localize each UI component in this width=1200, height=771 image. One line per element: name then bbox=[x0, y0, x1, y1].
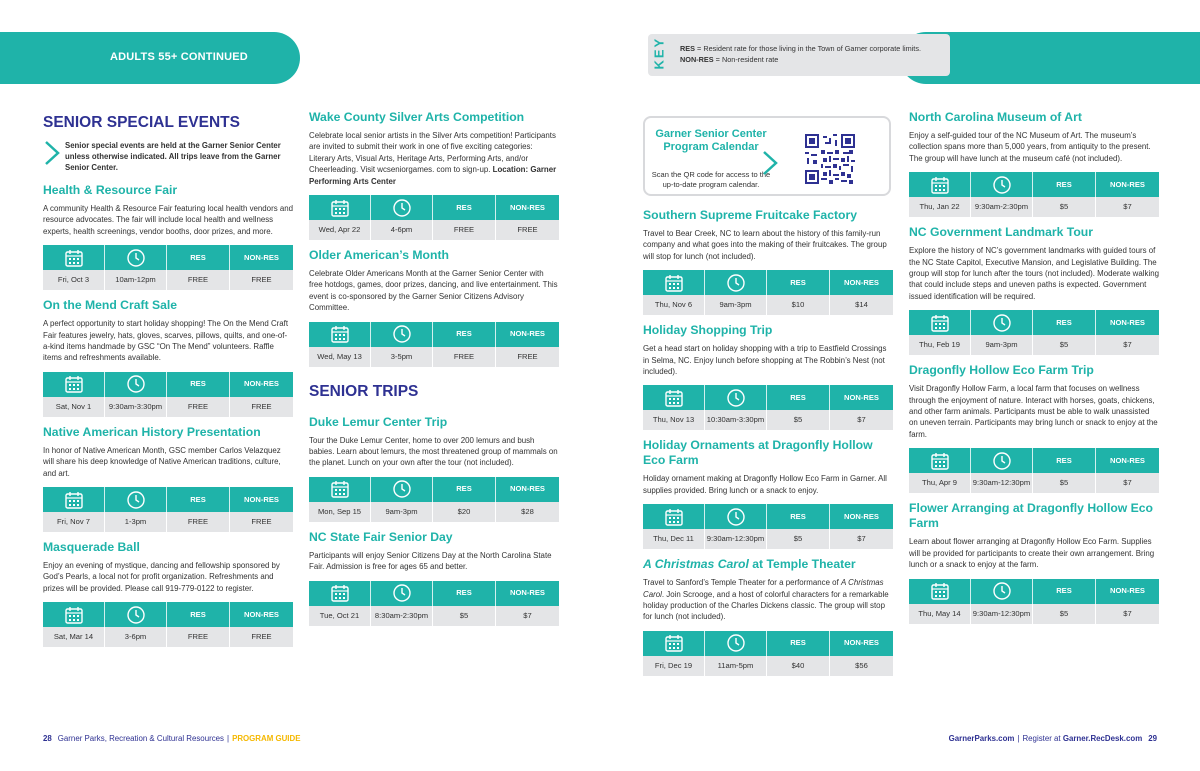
clock-icon bbox=[392, 583, 412, 603]
event-fruitcake-factory bbox=[643, 208, 893, 315]
event-schedule-table bbox=[43, 245, 293, 290]
clock-icon bbox=[992, 313, 1012, 333]
event-schedule-table bbox=[909, 310, 1159, 355]
clock-icon bbox=[726, 507, 746, 527]
arrow-icon bbox=[761, 150, 779, 176]
event-res-price: FREE bbox=[167, 627, 230, 647]
res-header: RES bbox=[433, 322, 496, 347]
nonres-header: NON-RES bbox=[843, 277, 880, 287]
nonres-header: NON-RES bbox=[843, 392, 880, 402]
res-header: RES bbox=[767, 270, 830, 295]
res-header: RES bbox=[433, 581, 496, 606]
section-title-special-events: SENIOR SPECIAL EVENTS bbox=[43, 114, 240, 131]
clock-icon bbox=[392, 324, 412, 344]
event-res-price: FREE bbox=[167, 397, 230, 417]
event-description-b: . Join Scrooge, and a host of colorful characters for a remarkable holiday production of the Charles Dickens classic. The group will stop for lunch (not included). bbox=[643, 589, 889, 622]
nonres-header: NON-RES bbox=[1109, 179, 1146, 189]
event-eco-farm-trip bbox=[909, 363, 1159, 493]
event-schedule-table bbox=[643, 504, 893, 549]
event-time: 9:30am-12:30pm bbox=[971, 604, 1033, 624]
event-nonres-price: $56 bbox=[855, 660, 868, 670]
footer-site-link[interactable]: GarnerParks.com bbox=[948, 734, 1015, 743]
event-nonres-price: FREE bbox=[251, 517, 272, 527]
event-title: NC Government Landmark Tour bbox=[909, 225, 1093, 240]
event-res-price: $5 bbox=[767, 410, 830, 430]
event-res-price: $5 bbox=[767, 529, 830, 549]
footer-separator: | bbox=[1017, 734, 1020, 743]
event-duke-lemur bbox=[309, 415, 559, 522]
nonres-header: NON-RES bbox=[509, 329, 546, 339]
nonres-header: NON-RES bbox=[1109, 586, 1146, 595]
event-title: Flower Arranging at Dragonfly Hollow Eco Farm bbox=[909, 501, 1153, 531]
column-1 bbox=[43, 110, 293, 655]
event-title-italic: A Christmas Carol bbox=[643, 557, 749, 572]
event-date: Sat, Mar 14 bbox=[43, 627, 105, 647]
section-header: ADULTS 55+ CONTINUED bbox=[110, 51, 248, 63]
event-date: Sat, Nov 1 bbox=[43, 397, 105, 417]
event-nonres-price: FREE bbox=[251, 632, 272, 642]
event-schedule-table bbox=[309, 581, 559, 626]
event-description: Participants will enjoy Senior Citizens Day at the North Carolina State Fair. Admission is free for ages 65 and better. bbox=[309, 550, 552, 572]
event-date: Fri, Dec 19 bbox=[643, 656, 705, 676]
clock-icon bbox=[726, 388, 746, 408]
event-time: 1-3pm bbox=[105, 512, 167, 532]
event-date: Thu, Nov 6 bbox=[643, 295, 705, 315]
event-schedule-table bbox=[309, 195, 559, 240]
event-landmark-tour bbox=[909, 225, 1159, 355]
event-date: Tue, Oct 21 bbox=[309, 606, 371, 626]
event-date: Fri, Oct 3 bbox=[43, 270, 105, 290]
page-number-right: 29 bbox=[1148, 734, 1157, 743]
footer-left bbox=[43, 734, 300, 743]
event-title: NC State Fair Senior Day bbox=[309, 529, 453, 544]
event-schedule-table bbox=[909, 172, 1159, 217]
key-nonres-term: NON-RES bbox=[680, 55, 714, 64]
event-title: Holiday Ornaments at Dragonfly Hollow Eco Farm bbox=[643, 438, 873, 468]
event-christmas-carol bbox=[643, 557, 893, 676]
calendar-icon bbox=[930, 313, 950, 333]
column-3 bbox=[643, 116, 893, 684]
event-title: North Carolina Museum of Art bbox=[909, 110, 1082, 124]
event-native-american bbox=[43, 425, 293, 532]
event-schedule-table bbox=[43, 487, 293, 532]
res-header: RES bbox=[167, 372, 230, 397]
event-description: Enjoy an evening of mystique, dancing and fellowship sponsored by God’s Pearls, a local not for profit organization. Refreshments and prizes will be provided. Please call 919-779-0122 to register. bbox=[43, 561, 280, 593]
clock-icon bbox=[726, 633, 746, 653]
event-res-price: FREE bbox=[167, 270, 230, 290]
event-health-resource-fair bbox=[43, 183, 293, 290]
event-time: 9am-3pm bbox=[971, 335, 1033, 355]
event-nonres-price: $14 bbox=[855, 300, 868, 310]
qr-title: Garner Senior Center Program Calendar bbox=[655, 128, 767, 153]
clock-icon bbox=[126, 374, 146, 394]
event-nonres-price: FREE bbox=[517, 351, 538, 361]
event-date: Thu, Feb 19 bbox=[909, 335, 971, 355]
event-date: Fri, Nov 7 bbox=[43, 512, 105, 532]
event-holiday-ornaments bbox=[643, 438, 893, 549]
clock-icon bbox=[992, 175, 1012, 195]
key-legend bbox=[648, 34, 950, 76]
event-nonres-price: $28 bbox=[521, 506, 534, 516]
event-description: Learn about flower arranging at Dragonfly Hollow Eco Farm. Supplies will be provided for participants to create their own arrangement. Bring lunch or a snack to enjoy at the farm. bbox=[909, 537, 1155, 570]
event-res-price: FREE bbox=[167, 512, 230, 532]
event-title: Wake County Silver Arts Competition bbox=[309, 110, 525, 124]
event-date: Wed, Apr 22 bbox=[309, 220, 371, 240]
clock-icon bbox=[392, 479, 412, 499]
event-title: Older American’s Month bbox=[309, 248, 449, 263]
event-description: A perfect opportunity to start holiday shopping! The On the Mend Craft Fair features jewelry, hats, gloves, scarves, pillows, quilts, and one-of-a-kind items handmade by GSC “On The Mend” volunteers. Raffle items and refreshments available. bbox=[43, 319, 289, 363]
event-date: Thu, May 14 bbox=[909, 604, 971, 624]
event-title: Duke Lemur Center Trip bbox=[309, 414, 448, 429]
qr-code-icon[interactable] bbox=[805, 134, 855, 184]
event-description: Holiday ornament making at Dragonfly Hollow Eco Farm in Garner. All supplies provided. Bring lunch or a snack to enjoy. bbox=[643, 474, 887, 495]
event-schedule-table bbox=[43, 372, 293, 417]
event-date: Thu, Jan 22 bbox=[909, 197, 971, 217]
event-time: 4-6pm bbox=[371, 220, 433, 240]
event-res-price: $5 bbox=[433, 606, 496, 626]
event-date: Thu, Nov 13 bbox=[643, 410, 705, 430]
footer-org: Garner Parks, Recreation & Cultural Resources bbox=[57, 734, 224, 743]
calendar-icon bbox=[930, 451, 950, 471]
event-nonres-price: FREE bbox=[251, 275, 272, 285]
res-header: RES bbox=[433, 477, 496, 502]
event-res-price: $20 bbox=[433, 502, 496, 522]
event-time: 10:30am-3:30pm bbox=[705, 410, 767, 430]
event-date: Mon, Sep 15 bbox=[309, 502, 371, 522]
special-events-note bbox=[43, 140, 293, 173]
event-schedule-table bbox=[43, 602, 293, 647]
calendar-icon bbox=[664, 388, 684, 408]
event-nonres-price: $7 bbox=[523, 610, 532, 620]
qr-text: Scan the QR code for access to the up-to-date program calendar. bbox=[651, 170, 771, 189]
footer-right bbox=[949, 734, 1157, 743]
event-res-price: FREE bbox=[433, 220, 496, 240]
res-header: RES bbox=[167, 602, 230, 627]
calendar-icon bbox=[330, 198, 350, 218]
calendar-icon bbox=[64, 248, 84, 268]
nonres-header: NON-RES bbox=[1109, 455, 1146, 465]
nonres-header: NON-RES bbox=[243, 609, 280, 619]
event-time: 3-5pm bbox=[371, 347, 433, 367]
event-description: Travel to Bear Creek, NC to learn about the history of this family-run company and what goes into the making of their fruitcakes. The group will stop for lunch (not included). bbox=[643, 229, 887, 261]
nonres-header: NON-RES bbox=[1109, 317, 1146, 327]
event-schedule-table bbox=[909, 448, 1159, 493]
res-header: RES bbox=[1033, 310, 1096, 335]
event-res-price: $5 bbox=[1033, 604, 1096, 624]
calendar-icon bbox=[664, 507, 684, 527]
event-schedule-table bbox=[909, 579, 1159, 624]
res-header: RES bbox=[1033, 448, 1096, 473]
key-res-term: RES bbox=[680, 44, 696, 53]
calendar-icon bbox=[64, 490, 84, 510]
event-description: In honor of Native American Month, GSC member Carlos Velazquez will share his deep knowledge of Native American traditions, culture, and art. bbox=[43, 445, 281, 478]
res-header: RES bbox=[1033, 172, 1096, 197]
qr-calendar-box bbox=[643, 116, 891, 196]
event-title-rest: at Temple Theater bbox=[748, 557, 856, 572]
nonres-header: NON-RES bbox=[843, 638, 880, 648]
res-header: RES bbox=[767, 504, 830, 529]
footer-separator: | bbox=[227, 734, 230, 743]
key-label: KEY bbox=[651, 36, 667, 70]
event-nc-state-fair bbox=[309, 530, 559, 626]
column-2 bbox=[309, 110, 559, 634]
nonres-header: NON-RES bbox=[509, 484, 546, 494]
res-header: RES bbox=[767, 631, 830, 656]
event-time: 9:30am-12:30pm bbox=[971, 473, 1033, 493]
res-header: RES bbox=[1033, 579, 1096, 604]
nonres-header: NON-RES bbox=[509, 588, 546, 598]
calendar-icon bbox=[930, 175, 950, 195]
clock-icon bbox=[992, 581, 1012, 601]
event-on-the-mend bbox=[43, 298, 293, 417]
nonres-header: NON-RES bbox=[843, 511, 880, 521]
key-nonres-def: = Non-resident rate bbox=[713, 55, 779, 64]
clock-icon bbox=[126, 605, 146, 625]
event-res-price: $10 bbox=[767, 295, 830, 315]
special-events-note-text: Senior special events are held at the Garner Senior Center unless otherwise indicated. All trips leave from the Garner Senior Center. bbox=[65, 141, 281, 172]
event-description: Enjoy a self-guided tour of the NC Museum of Art. The museum’s collection spans more than 5,000 years, from antiquity to the present. The group will have lunch at the museum café (not included). bbox=[909, 131, 1151, 163]
key-res-def: = Resident rate for those living in the Town of Garner corporate limits. bbox=[695, 44, 921, 53]
res-header: RES bbox=[433, 195, 496, 220]
event-description bbox=[643, 577, 893, 623]
event-time: 9am-3pm bbox=[705, 295, 767, 315]
calendar-icon bbox=[330, 583, 350, 603]
event-description: Visit Dragonfly Hollow Farm, a local farm that focuses on wellness through the enjoyment of nature. Interact with horses, goats, chickens, and other farm animals. Participants must be able to walk unassisted on uneven terrain. Participants may bring lunch or snack to enjoy at the farm. bbox=[909, 384, 1158, 439]
nonres-header: NON-RES bbox=[509, 202, 546, 212]
event-title: Dragonfly Hollow Eco Farm Trip bbox=[909, 363, 1094, 378]
event-time: 8:30am-2:30pm bbox=[371, 606, 433, 626]
event-res-price: $5 bbox=[1033, 473, 1096, 493]
event-schedule-table bbox=[643, 631, 893, 676]
event-schedule-table bbox=[309, 477, 559, 522]
column-4 bbox=[909, 110, 1159, 632]
event-description bbox=[309, 130, 559, 187]
calendar-icon bbox=[64, 605, 84, 625]
event-title: On the Mend Craft Sale bbox=[43, 298, 178, 313]
calendar-icon bbox=[330, 479, 350, 499]
event-masquerade-ball bbox=[43, 540, 293, 647]
nonres-header: NON-RES bbox=[243, 379, 280, 389]
event-nonres-price: FREE bbox=[517, 225, 538, 235]
footer-program-guide: PROGRAM GUIDE bbox=[232, 734, 301, 743]
footer-register-link[interactable]: Garner.RecDesk.com bbox=[1062, 734, 1143, 743]
clock-icon bbox=[726, 273, 746, 293]
page-number-left: 28 bbox=[43, 734, 52, 743]
event-nonres-price: $7 bbox=[1123, 478, 1132, 488]
calendar-icon bbox=[64, 374, 84, 394]
event-title: Native American History Presentation bbox=[43, 424, 261, 439]
event-holiday-shopping bbox=[643, 323, 893, 430]
event-description-italic: A Christmas Carol bbox=[643, 578, 884, 599]
res-header: RES bbox=[767, 385, 830, 410]
event-schedule-table bbox=[309, 322, 559, 367]
event-location: Location: Garner Performing Arts Center bbox=[309, 165, 557, 186]
event-description: Explore the history of NC’s government landmarks with guided tours of the NC State Capitol, Executive Mansion, and Legislative Building. The group will stop for lunch after the tours (not included). Moderate walking that could include steps and uneven paths is expected. Government issued identification will be required. bbox=[909, 246, 1159, 301]
event-time: 9am-3pm bbox=[371, 502, 433, 522]
nonres-header: NON-RES bbox=[243, 252, 280, 262]
event-description: Tour the Duke Lemur Center, home to over 200 lemurs and bush babies. Learn about lemurs, the most threatened group of mammals on the planet. Lunch on your own after the tour (not included). bbox=[309, 435, 558, 468]
event-description: A community Health & Resource Fair featuring local health vendors and resource advocates. The fair will include local health and wellness experts, health screenings, vendor booths, door prizes, and more. bbox=[43, 204, 293, 236]
event-date: Wed, May 13 bbox=[309, 347, 371, 367]
calendar-icon bbox=[330, 324, 350, 344]
event-museum-of-art bbox=[909, 110, 1159, 217]
event-time: 9:30am-2:30pm bbox=[971, 197, 1033, 217]
clock-icon bbox=[126, 490, 146, 510]
event-time: 11am-5pm bbox=[705, 656, 767, 676]
event-res-price: $5 bbox=[1033, 197, 1096, 217]
event-nonres-price: $7 bbox=[857, 415, 866, 425]
event-title bbox=[643, 557, 893, 572]
clock-icon bbox=[992, 451, 1012, 471]
event-time: 3-6pm bbox=[105, 627, 167, 647]
event-description-text: Celebrate local senior artists in the Silver Arts competition! Participants are invited to submit their work in one of five exciting categories: Literary Arts, Visual Arts, Heritage Arts, Performing Arts, and/or Cheerleading. Visit wcseniorgames. com to sign-up. bbox=[309, 131, 556, 175]
event-time: 10am-12pm bbox=[105, 270, 167, 290]
res-header: RES bbox=[167, 487, 230, 512]
event-nonres-price: $7 bbox=[1123, 608, 1132, 618]
event-silver-arts bbox=[309, 110, 559, 240]
event-title: Masquerade Ball bbox=[43, 540, 140, 555]
event-older-americans-month bbox=[309, 248, 559, 367]
event-time: 9:30am-3:30pm bbox=[105, 397, 167, 417]
event-schedule-table bbox=[643, 270, 893, 315]
event-date: Thu, Apr 9 bbox=[909, 473, 971, 493]
calendar-icon bbox=[664, 633, 684, 653]
event-flower-arranging bbox=[909, 501, 1159, 623]
footer-register-text: Register at bbox=[1022, 734, 1063, 743]
calendar-icon bbox=[664, 273, 684, 293]
event-schedule-table bbox=[643, 385, 893, 430]
event-nonres-price: $7 bbox=[1123, 340, 1132, 350]
arrow-icon bbox=[43, 140, 61, 166]
event-title: Health & Resource Fair bbox=[43, 183, 178, 197]
nonres-header: NON-RES bbox=[243, 494, 280, 504]
event-nonres-price: $7 bbox=[1123, 202, 1132, 212]
event-res-price: $40 bbox=[767, 656, 830, 676]
event-res-price: $5 bbox=[1033, 335, 1096, 355]
clock-icon bbox=[126, 248, 146, 268]
event-time: 9:30am-12:30pm bbox=[705, 529, 767, 549]
event-description: Get a head start on holiday shopping with a trip to Eastfield Crossings in Selma, NC. Enjoy lunch before shopping at The Robbin’s Nest (not included). bbox=[643, 344, 887, 377]
calendar-icon bbox=[930, 581, 950, 601]
event-date: Thu, Dec 11 bbox=[643, 529, 705, 549]
event-description-a: Travel to Sanford’s Temple Theater for a performance of bbox=[643, 578, 841, 588]
event-title: Holiday Shopping Trip bbox=[643, 323, 773, 338]
res-header: RES bbox=[167, 245, 230, 270]
clock-icon bbox=[392, 198, 412, 218]
event-title: Southern Supreme Fruitcake Factory bbox=[643, 208, 858, 222]
section-title-senior-trips: SENIOR TRIPS bbox=[309, 382, 419, 400]
event-res-price: FREE bbox=[433, 347, 496, 367]
event-nonres-price: FREE bbox=[251, 401, 272, 411]
event-nonres-price: $7 bbox=[857, 534, 866, 544]
event-description: Celebrate Older Americans Month at the Garner Senior Center with free hotdogs, games, door prizes, dancing, and live entertainment. This event is co-sponsored by the Garner Senior Citizens Advisory Committee. bbox=[309, 269, 558, 313]
